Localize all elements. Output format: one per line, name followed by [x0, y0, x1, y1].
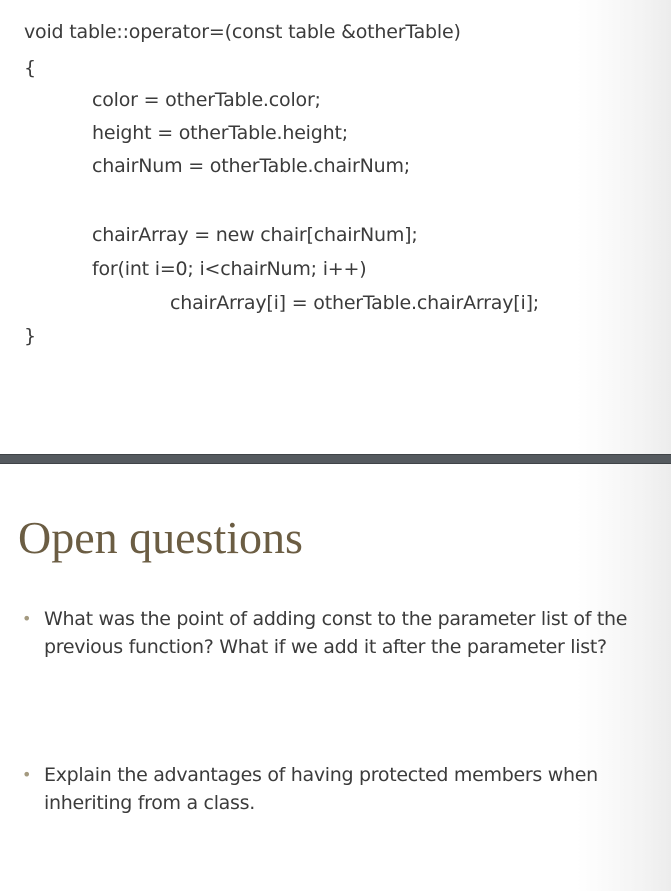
bullet-item-protected-members [22, 761, 632, 817]
code-line-for-loop: for(int i=0; i<chairNum; i++) [92, 258, 367, 280]
code-line-close-brace: } [24, 325, 36, 347]
code-line-signature: void table::operator=(const table &otherTable) [24, 21, 461, 43]
code-line-chairnum: chairNum = otherTable.chairNum; [92, 155, 410, 177]
bullet-item-const-parameter [22, 605, 632, 661]
slide-divider [0, 454, 671, 464]
code-line-open-brace: { [24, 57, 36, 79]
bullet-text: What was the point of adding const to the parameter list of the previous function? What if we add it after the parameter list? [44, 608, 628, 658]
bullet-text: Explain the advantages of having protected members when inheriting from a class. [44, 764, 598, 814]
code-line-color: color = otherTable.color; [92, 89, 321, 111]
slide-title: Open questions [18, 512, 303, 563]
code-line-chairarray-new: chairArray = new chair[chairNum]; [92, 224, 418, 246]
bullet-dot-icon: • [22, 609, 32, 628]
code-line-height: height = otherTable.height; [92, 122, 348, 144]
bullet-dot-icon: • [22, 765, 32, 784]
code-line-chairarray-copy: chairArray[i] = otherTable.chairArray[i]; [170, 292, 539, 314]
